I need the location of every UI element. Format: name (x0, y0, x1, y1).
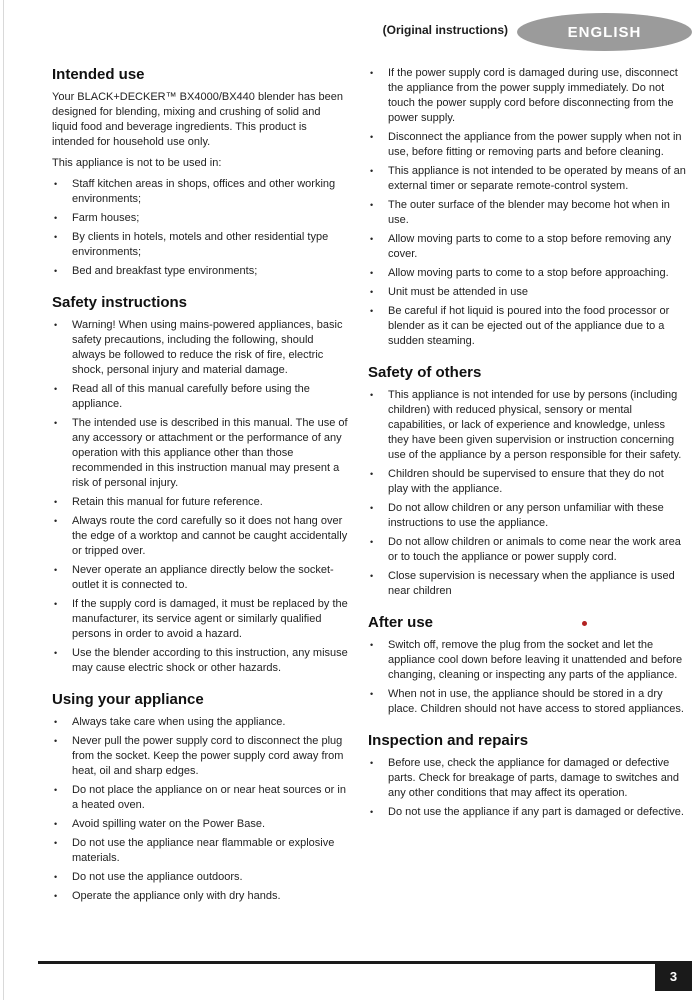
bullet-dot: • (54, 891, 58, 901)
bullet-dot: • (370, 503, 374, 513)
bullet-item (52, 889, 348, 904)
bullet-text: Do not use the appliance outdoors. (72, 871, 243, 883)
bullet-dot: • (370, 166, 374, 176)
bullet-item (368, 285, 686, 300)
heading-using-your-appliance: Using your appliance (52, 691, 204, 708)
bullet-text: Bed and breakfast type environments; (72, 265, 258, 277)
left-column (52, 66, 348, 908)
bullet-text: Unit must be attended in use (388, 286, 529, 298)
using-bullet-list (52, 715, 348, 904)
red-dot-mark (582, 621, 587, 626)
right-column (368, 66, 686, 908)
bullet-dot: • (370, 268, 374, 278)
intended-use-bullet-list (52, 177, 348, 279)
bullet-dot: • (370, 537, 374, 547)
bullet-item (52, 870, 348, 885)
intended-use-paragraph: Your BLACK+DECKER™ BX4000/BX440 blender has been designed for blending, mixing and crushing of solid and liquid food and beverage ingredients. This product is intended for household use only. (52, 91, 343, 148)
bullet-text: Close supervision is necessary when the appliance is used near children (388, 570, 675, 597)
bullet-text: If the power supply cord is damaged during use, disconnect the appliance from the power supply immediately. Do not touch the power supply cord before disconnecting from the power supply. (388, 67, 678, 124)
bullet-dot: • (370, 469, 374, 479)
bullet-text: Warning! When using mains-powered appliances, basic safety precautions, including the following, should always be followed to reduce the risk of fire, electric shock, personal injury and material damage. (72, 319, 343, 376)
bullet-item (368, 535, 686, 565)
bullet-text: Before use, check the appliance for damaged or defective parts. Check for breakage of parts, damage to switches and any other conditions that may affect its operation. (388, 757, 680, 799)
bullet-text: The outer surface of the blender may become hot when in use. (388, 199, 670, 226)
bullet-item (52, 177, 348, 207)
bullet-text: This appliance is not intended for use by persons (including children) with reduced physical, sensory or mental capabilities, or lack of experience and knowledge, unless they have been given supervision or instruction concerning use of the appliance by a person responsible for their safety. (388, 389, 682, 461)
using-bullet-list-continued (368, 66, 686, 349)
bullet-item (52, 563, 348, 593)
bullet-item (368, 805, 686, 820)
bullet-dot: • (54, 320, 58, 330)
bullet-text: Always route the cord carefully so it does not hang over the edge of a worktop and cannot be caught accidentally or tripped over. (72, 515, 348, 557)
bullet-text: Farm houses; (72, 212, 140, 224)
bullet-dot: • (54, 648, 58, 658)
bullet-item (52, 646, 348, 676)
bullet-dot: • (370, 132, 374, 142)
not-used-in-paragraph: This appliance is not to be used in: (52, 157, 222, 169)
bullet-text: Do not use the appliance if any part is damaged or defective. (388, 806, 684, 818)
bullet-item (368, 164, 686, 194)
bullet-text: Never pull the power supply cord to disconnect the plug from the socket. Keep the power supply cord away from heat, oil and sharp edges. (72, 735, 344, 777)
bullet-dot: • (54, 418, 58, 428)
bullet-dot: • (370, 287, 374, 297)
bullet-item (368, 687, 686, 717)
heading-intended-use: Intended use (52, 66, 145, 83)
bullet-dot: • (54, 819, 58, 829)
bullet-item (368, 66, 686, 126)
bullet-dot: • (54, 599, 58, 609)
bullet-item (52, 211, 348, 226)
bullet-text: Be careful if hot liquid is poured into the food processor or blender as it can be ejected out of the appliance due to a sudden steaming. (388, 305, 670, 347)
footer-rule (38, 961, 692, 964)
bullet-text: Never operate an appliance directly below the socket-outlet it is connected to. (72, 564, 334, 591)
bullet-item (368, 304, 686, 349)
bullet-item (368, 467, 686, 497)
bullet-dot: • (54, 785, 58, 795)
bullet-text: Do not use the appliance near flammable or explosive materials. (72, 837, 335, 864)
inspection-bullet-list (368, 756, 686, 820)
bullet-text: Allow moving parts to come to a stop before removing any cover. (388, 233, 672, 260)
bullet-item (368, 501, 686, 531)
bullet-text: Retain this manual for future reference. (72, 496, 263, 508)
bullet-item (52, 382, 348, 412)
bullet-dot: • (370, 68, 374, 78)
bullet-item (52, 514, 348, 559)
bullet-item (52, 734, 348, 779)
bullet-text: Do not allow children or any person unfamiliar with these instructions to use the appliance. (388, 502, 664, 529)
bullet-dot: • (54, 516, 58, 526)
bullet-item (368, 638, 686, 683)
language-badge-label: ENGLISH (567, 23, 642, 41)
original-instructions-label: (Original instructions) (382, 23, 508, 37)
page-number-label: 3 (669, 968, 678, 984)
bullet-item (52, 817, 348, 832)
bullet-dot: • (54, 717, 58, 727)
bullet-text: Operate the appliance only with dry hands. (72, 890, 281, 902)
bullet-dot: • (54, 497, 58, 507)
bullet-text: Use the blender according to this instruction, any misuse may cause electric shock or other hazards. (72, 647, 348, 674)
bullet-item (368, 232, 686, 262)
heading-inspection-and-repairs: Inspection and repairs (368, 732, 529, 749)
bullet-dot: • (370, 689, 374, 699)
bullet-item (52, 783, 348, 813)
bullet-dot: • (54, 266, 58, 276)
bullet-dot: • (54, 565, 58, 575)
bullet-text: Always take care when using the appliance. (72, 716, 286, 728)
bullet-item (368, 756, 686, 801)
bullet-text: If the supply cord is damaged, it must be replaced by the manufacturer, its service agent or similarly qualified persons in order to avoid a hazard. (72, 598, 348, 640)
heading-safety-of-others: Safety of others (368, 364, 482, 381)
bullet-dot: • (54, 179, 58, 189)
heading-after-use: After use (368, 614, 434, 631)
bullet-item (52, 836, 348, 866)
bullet-item (52, 715, 348, 730)
bullet-text: Children should be supervised to ensure that they do not play with the appliance. (388, 468, 664, 495)
heading-safety-instructions: Safety instructions (52, 294, 188, 311)
bullet-text: Switch off, remove the plug from the socket and let the appliance cool down before leaving it unattended and before changing, cleaning or inspecting any parts of the appliance. (388, 639, 683, 681)
bullet-text: Disconnect the appliance from the power supply when not in use, before fitting or removing parts and before cleaning. (388, 131, 682, 158)
bullet-item (368, 569, 686, 599)
bullet-item (368, 266, 686, 281)
bullet-item (52, 495, 348, 510)
safety-bullet-list (52, 318, 348, 676)
bullet-item (52, 597, 348, 642)
bullet-dot: • (54, 213, 58, 223)
bullet-dot: • (54, 872, 58, 882)
bullet-text: Do not place the appliance on or near heat sources or in a heated oven. (72, 784, 346, 811)
bullet-item (368, 198, 686, 228)
bullet-dot: • (370, 807, 374, 817)
content-columns (52, 66, 686, 908)
bullet-text: Allow moving parts to come to a stop before approaching. (388, 267, 669, 279)
bullet-text: Staff kitchen areas in shops, offices and other working environments; (72, 178, 336, 205)
bullet-item (368, 130, 686, 160)
language-badge (517, 13, 692, 51)
bullet-item (52, 230, 348, 260)
bullet-dot: • (370, 640, 374, 650)
bullet-text: By clients in hotels, motels and other residential type environments; (72, 231, 329, 258)
bullet-dot: • (54, 736, 58, 746)
bullet-text: Do not allow children or animals to come near the work area or to touch the appliance or power supply cord. (388, 536, 681, 563)
bullet-dot: • (54, 838, 58, 848)
after-use-heading-row (368, 614, 686, 631)
bullet-text: This appliance is not intended to be operated by means of an external timer or separate remote-control system. (388, 165, 686, 192)
page-edge-line (3, 0, 4, 1000)
bullet-dot: • (370, 306, 374, 316)
bullet-dot: • (370, 200, 374, 210)
bullet-item (368, 388, 686, 463)
bullet-item (52, 264, 348, 279)
bullet-text: Read all of this manual carefully before using the appliance. (72, 383, 310, 410)
page-number-badge (655, 961, 692, 991)
bullet-dot: • (370, 234, 374, 244)
bullet-text: The intended use is described in this manual. The use of any accessory or attachment or the performance of any operation with this appliance other than those recommended in this instruction manual may present a risk of personal injury. (72, 417, 348, 489)
bullet-dot: • (370, 571, 374, 581)
bullet-item (52, 318, 348, 378)
after-use-bullet-list (368, 638, 686, 717)
bullet-dot: • (54, 384, 58, 394)
bullet-text: Avoid spilling water on the Power Base. (72, 818, 266, 830)
bullet-dot: • (370, 758, 374, 768)
bullet-item (52, 416, 348, 491)
page-header (0, 12, 692, 52)
safety-of-others-bullet-list (368, 388, 686, 599)
bullet-text: When not in use, the appliance should be stored in a dry place. Children should not have access to stored appliances. (388, 688, 684, 715)
bullet-dot: • (370, 390, 374, 400)
bullet-dot: • (54, 232, 58, 242)
